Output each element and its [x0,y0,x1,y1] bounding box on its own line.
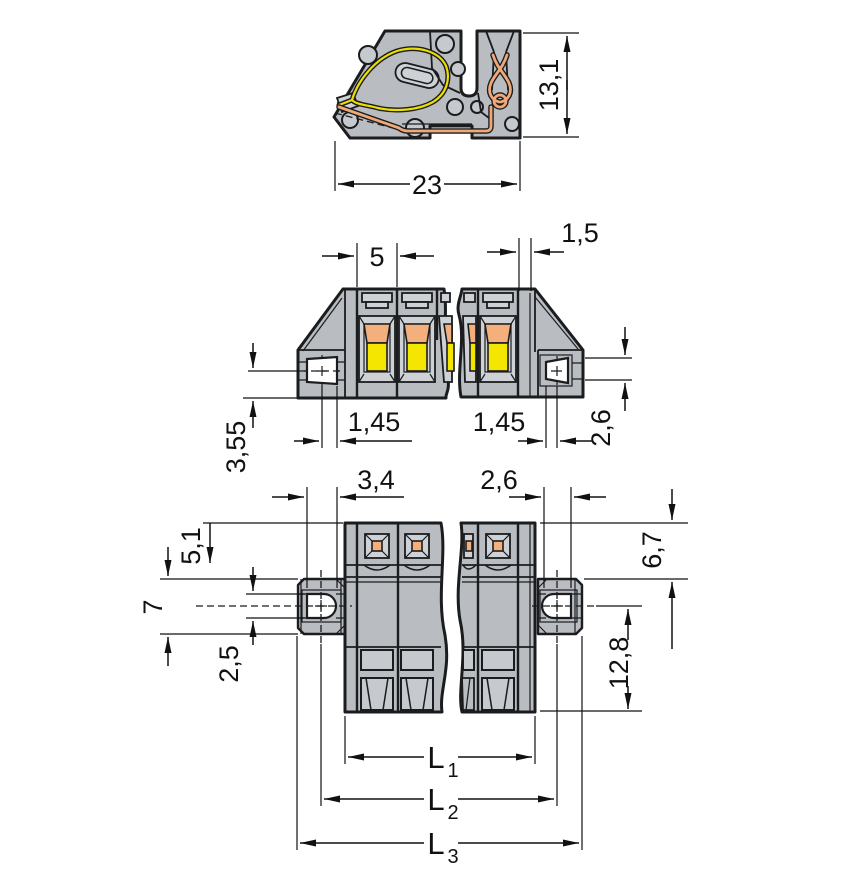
wire-entry-funnel [361,678,393,710]
spring-window [488,343,508,371]
plan-test-opening [486,534,510,558]
dim-l3-label: L [427,826,445,861]
dim-center-bottom-label: 12,8 [604,636,635,690]
dim-width-label: 23 [411,170,443,200]
mold-hole [505,117,519,131]
clamp-opening [401,650,433,670]
clamp-opening [361,650,393,670]
dim-slot-left-label: 3,4 [357,465,395,495]
dim-top-flange-label: 6,7 [637,531,668,569]
dim-l2-subscript: 2 [447,802,459,824]
dim-pitch-label: 5 [369,242,385,272]
clamp-opening [482,650,514,670]
dim-flange-depth-label: 7 [138,599,169,615]
dim-l1-subscript: 1 [447,760,459,782]
spring-window [367,343,387,371]
extension-lines-hole-height [585,358,632,380]
dim-height-label: 13,1 [534,58,565,112]
wire-funnel [364,324,390,343]
dim-offset-left-label: 1,45 [347,407,401,437]
dim-l2-label: L [427,782,445,817]
wire-funnel [485,324,511,343]
dim-hole-bottom-label: 3,55 [221,420,252,474]
mold-hole [359,46,377,64]
mold-hole [436,35,454,53]
extension-lines-endwall [519,238,531,291]
dim-top-step-label: 5,1 [176,527,207,565]
side-section-view [334,31,579,200]
dim-slot-width-label: 2,5 [214,645,245,683]
plan-view [138,465,688,868]
mold-hole [406,119,424,137]
clamp-opening-torn [463,650,474,670]
side-section-body [334,31,520,138]
dim-slot-right-label: 2,6 [480,465,518,495]
wire-entry-funnel [401,678,433,710]
front-view-body [298,289,583,398]
extension-lines-hole-bottom [243,371,300,398]
plan-test-opening [405,534,429,558]
dim-hole-height-label: 2,6 [586,409,617,447]
mold-hole [447,99,463,115]
dim-l1-label: L [427,740,445,775]
wire-funnel [404,324,430,343]
wire-entry-funnel [482,678,514,710]
plan-test-opening [365,534,389,558]
spring-window [407,343,427,371]
extension-lines-slot-left [307,487,337,588]
mold-hole [451,62,465,76]
front-view [221,218,632,473]
dim-offset-right-label: 1,45 [472,407,526,437]
dim-endwall-label: 1,5 [561,218,599,248]
dim-l3-subscript: 3 [447,846,459,868]
plan-test-opening-torn [464,534,473,558]
